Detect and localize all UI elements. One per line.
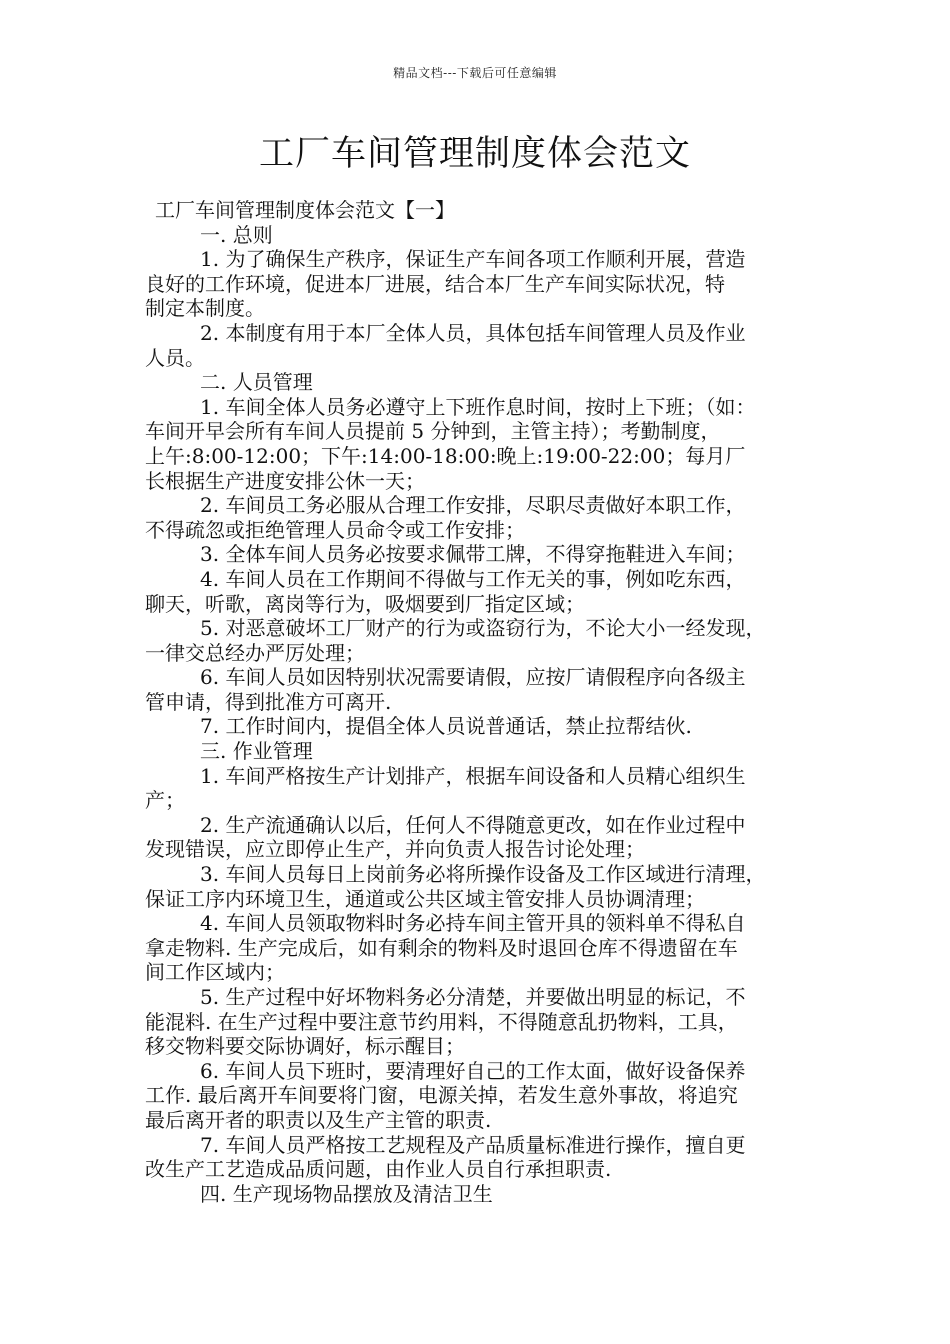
text-line: 二. 人员管理 xyxy=(200,370,313,395)
text-line: 1. 车间全体人员务必遵守上下班作息时间，按时上下班；（如： xyxy=(200,394,756,419)
text-line: 拿走物料. 生产完成后，如有剩余的物料及时退回仓库不得遗留在车 xyxy=(145,935,738,960)
text-line: 6. 车间人员如因特别状况需要请假，应按厂请假程序向各级主 xyxy=(200,665,746,690)
text-line: 移交物料要交际协调好，标示醒目； xyxy=(145,1034,465,1059)
text-line: 7. 工作时间内，提倡全体人员说普通话，禁止拉帮结伙. xyxy=(200,714,692,739)
text-line: 6. 车间人员下班时，要清理好自己的工作太面，做好设备保养 xyxy=(200,1058,746,1083)
text-line: 保证工序内环境卫生，通道或公共区域主管安排人员协调清理； xyxy=(145,886,705,911)
text-line: 4. 车间人员在工作期间不得做与工作无关的事，例如吃东西， xyxy=(200,566,746,591)
text-line: 人员。 xyxy=(145,345,205,370)
text-line: 2. 车间员工务必服从合理工作安排，尽职尽责做好本职工作， xyxy=(200,493,746,518)
text-line: 间工作区域内； xyxy=(145,960,285,985)
text-line: 制定本制度。 xyxy=(145,296,265,321)
document-title: 工厂车间管理制度体会范文 xyxy=(258,134,691,174)
page-header: 精品文档---下载后可任意编辑 xyxy=(393,66,557,80)
body-text xyxy=(145,223,825,1207)
text-line: 5. 生产过程中好坏物料务必分清楚，并要做出明显的标记，不 xyxy=(200,985,746,1009)
text-line: 3. 全体车间人员务必按要求佩带工牌，不得穿拖鞋进入车间； xyxy=(200,542,746,567)
text-line: 不得疏忽或拒绝管理人员命令或工作安排； xyxy=(145,517,525,542)
text-line: 三. 作业管理 xyxy=(200,739,313,764)
text-line: 一. 总则 xyxy=(200,222,273,247)
text-line: 发现错误，应立即停止生产，并向负责人报告讨论处理； xyxy=(145,837,645,862)
text-line: 管申请，得到批准方可离开. xyxy=(145,689,392,714)
section-subtitle: 工厂车间管理制度体会范文【一】 xyxy=(155,198,455,222)
text-line: 7. 车间人员严格按工艺规程及产品质量标准进行操作，擅自更 xyxy=(200,1132,746,1157)
text-line: 上午:8:00-12:00；下午:14:00-18:00:晚上:19:00-22:00；每月厂 xyxy=(145,443,746,468)
text-line: 1. 为了确保生产秩序，保证生产车间各项工作顺利开展，营造 xyxy=(200,247,746,272)
text-line: 工作. 最后离开车间要将门窗，电源关掉，若发生意外事故，将追究 xyxy=(145,1083,738,1108)
text-line: 能混料. 在生产过程中要注意节约用料，不得随意乱扔物料，工具， xyxy=(145,1009,738,1034)
text-line: 5. 对恶意破坏工厂财产的行为或盗窃行为，不论大小一经发现， xyxy=(200,616,766,641)
text-line: 车间开早会所有车间人员提前 5 分钟到，主管主持）；考勤制度， xyxy=(145,419,721,444)
text-line: 4. 车间人员领取物料时务必持车间主管开具的领料单不得私自 xyxy=(200,911,746,936)
text-line: 2. 本制度有用于本厂全体人员，具体包括车间管理人员及作业 xyxy=(200,320,746,345)
text-line: 3. 车间人员每日上岗前务必将所操作设备及工作区域进行清理， xyxy=(200,862,766,887)
text-line: 1. 车间严格按生产计划排产，根据车间设备和人员精心组织生 xyxy=(200,763,746,788)
text-line: 长根据生产进度安排公休一天； xyxy=(145,468,425,493)
text-line: 改生产工艺造成品质问题，由作业人员自行承担职责. xyxy=(145,1157,612,1182)
text-line: 2. 生产流通确认以后，任何人不得随意更改，如在作业过程中 xyxy=(200,812,746,837)
text-line: 四. 生产现场物品摆放及清洁卫生 xyxy=(200,1181,493,1206)
text-line: 最后离开者的职责以及生产主管的职责. xyxy=(145,1107,492,1132)
text-line: 聊天，听歌，离岗等行为，吸烟要到厂指定区域； xyxy=(145,591,585,616)
text-line: 产； xyxy=(145,788,185,813)
document-body xyxy=(145,198,825,1206)
text-line: 一律交总经办严厉处理； xyxy=(145,640,365,665)
text-line: 良好的工作环境，促进本厂进展，结合本厂生产车间实际状况，特 xyxy=(145,271,725,296)
